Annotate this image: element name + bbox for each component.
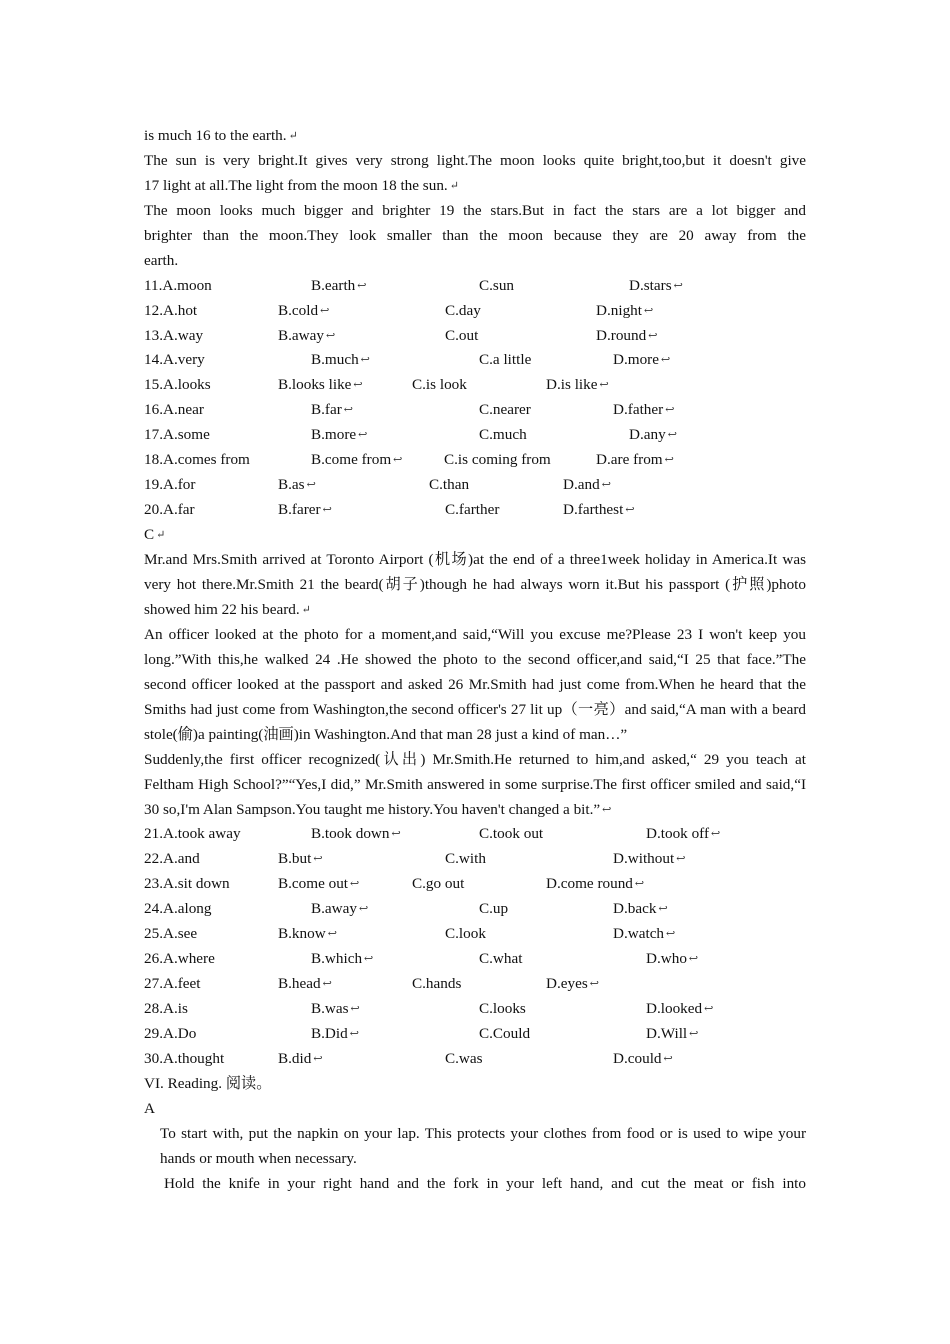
option-row [144,498,806,523]
option-a: 30.A.thought [144,1049,225,1067]
link-mark-icon: ↩ [648,329,658,342]
link-mark-icon: ↩ [599,379,609,392]
option-row [144,274,806,299]
option-b: B.know ↩ [278,922,337,947]
option-c: C.farther [445,501,500,519]
link-mark-icon: ↩ [360,354,370,367]
option-c: C.sun [479,276,515,294]
option-b: B.earth ↩ [311,274,367,299]
option-c: C.was [445,1049,483,1067]
link-mark-icon: ↩ [644,304,654,317]
paragraph-mark-icon: ↵ [301,603,311,616]
option-row [144,1022,806,1047]
option-b: B.took down ↩ [311,822,401,847]
option-b: B.looks like ↩ [278,373,363,398]
link-mark-icon: ↩ [658,903,668,916]
option-d: D.watch ↩ [613,922,675,947]
link-mark-icon: ↩ [666,928,676,941]
option-d: D.come round ↩ [546,872,644,897]
option-d: D.took off ↩ [646,822,720,847]
option-d: D.round ↩ [596,324,657,349]
option-row [144,324,806,349]
option-b: B.cold ↩ [278,299,329,324]
option-a: 18.A.comes from [144,451,250,469]
option-d: D.is like ↩ [546,373,609,398]
option-row [144,423,806,448]
option-b: B.as ↩ [278,473,316,498]
link-mark-icon: ↩ [664,454,674,467]
option-c: C.much [479,426,527,444]
link-mark-icon: ↩ [325,329,336,342]
option-a: 17.A.some [144,426,210,444]
option-c: C.look [445,925,486,943]
option-a: 24.A.along [144,900,212,918]
option-a: 29.A.Do [144,1024,197,1042]
link-mark-icon: ↩ [391,828,401,841]
option-row [144,473,806,498]
option-row [144,972,806,997]
option-c: C.go out [412,875,465,893]
paragraph-mark-icon: ↵ [449,179,459,192]
link-mark-icon: ↩ [306,479,316,492]
text-line: earth. [144,251,179,269]
option-b: B.far ↩ [311,398,353,423]
option-a: 11.A.moon [144,276,212,294]
option-row [144,398,806,423]
option-c: C.is coming from [444,451,551,469]
section-heading: VI. Reading. 阅读。 [144,1074,272,1092]
option-row [144,822,806,847]
link-mark-icon: ↩ [322,504,332,517]
options-c [144,822,806,1071]
option-row [144,1047,806,1072]
option-row [144,922,806,947]
paragraph-mark-icon: ↵ [156,529,166,542]
option-a: 16.A.near [144,401,204,419]
paragraph: An officer looked at the photo for a moment,and said,“Will you excuse me?Please 23 I won't keep you long.”With this,he walked 24 .He showed the photo to the second officer,and said,“I 25 that face.”The second officer looked at the passport and asked 26 Mr.Smith had just come from.When he heard that the Smiths had just come from Washington,the second officer's 27 lit up（一亮）and said,“A man with a beard stole(偷)a painting(油画)in Washington.And that man 28 just a kind of man…” [144,625,806,743]
option-c: C.with [445,850,486,868]
option-d: D.Will ↩ [646,1022,698,1047]
link-mark-icon: ↩ [358,903,369,916]
option-c: C.Could [479,1024,531,1042]
option-row [144,997,806,1022]
paragraph: Hold the knife in your right hand and the fork in your left hand, and cut the meat or fish into [164,1174,806,1192]
option-d: D.looked ↩ [646,997,713,1022]
link-mark-icon: ↩ [350,1003,360,1016]
section-vi [144,1072,806,1197]
option-a: 15.A.looks [144,376,211,394]
option-a: 28.A.is [144,1000,188,1018]
link-mark-icon: ↩ [689,1027,699,1040]
option-d: D.more ↩ [613,348,670,373]
option-a: 20.A.far [144,501,195,519]
text-line: 17 light at all.The light from the moon 18 the sun. ↵ [144,174,806,199]
option-row [144,448,806,473]
option-b: B.more ↩ [311,423,367,448]
link-mark-icon: ↩ [663,1052,673,1065]
link-mark-icon: ↩ [350,878,360,891]
option-d: D.could ↩ [613,1047,673,1072]
link-mark-icon: ↩ [601,479,611,492]
option-b: B.come out ↩ [278,872,359,897]
option-a: 21.A.took away [144,825,241,843]
option-c: C.nearer [479,401,531,419]
option-b: B.head ↩ [278,972,332,997]
link-mark-icon: ↩ [364,953,374,966]
option-d: D.are from ↩ [596,448,674,473]
document-page [144,124,806,1197]
link-mark-icon: ↩ [393,454,403,467]
option-c: C.hands [412,975,462,993]
option-b: B.away ↩ [311,897,368,922]
option-a: 12.A.hot [144,301,198,319]
paragraph: To start with, put the napkin on your lap. This protects your clothes from food or is used to wipe your hands or mouth when necessary. [160,1124,806,1167]
link-mark-icon: ↩ [634,878,645,891]
link-mark-icon: ↩ [313,1052,323,1065]
link-mark-icon: ↩ [688,953,699,966]
link-mark-icon: ↩ [667,429,677,442]
option-c: C.up [479,900,509,918]
text-line: brighter than the moon.They look smaller than the moon because they are 20 away from the [144,226,806,244]
paragraph: Suddenly,the first officer recognized(认出) Mr.Smith.He returned to him,and asked,“ 29 you teach at Feltham High School?”“Yes,I did,” Mr.Smith answered in some surprise.The first officer smiled and said,“I 30 so,I'm Alan Sampson.You taught me history.You haven't changed a bit.” ↩ [144,748,806,823]
option-d: D.any ↩ [629,423,677,448]
link-mark-icon: ↩ [322,978,332,991]
option-row [144,847,806,872]
option-b: B.which ↩ [311,947,373,972]
option-d: D.back ↩ [613,897,668,922]
link-mark-icon: ↩ [625,504,635,517]
option-a: 23.A.sit down [144,875,230,893]
link-mark-icon: ↩ [676,853,686,866]
option-d: D.eyes ↩ [546,972,599,997]
option-a: 19.A.for [144,476,196,494]
section-heading: C ↵ [144,523,806,548]
option-row [144,373,806,398]
text-line: is much 16 to the earth. ↵ [144,124,806,149]
link-mark-icon: ↩ [343,404,354,417]
link-mark-icon: ↩ [660,354,671,367]
link-mark-icon: ↩ [327,928,337,941]
option-c: C.a little [479,351,532,369]
option-a: 25.A.see [144,925,198,943]
option-d: D.stars ↩ [629,274,683,299]
option-b: B.come from ↩ [311,448,402,473]
paragraph: Mr.and Mrs.Smith arrived at Toronto Airport (机场)at the end of a three1week holiday in America.It was very hot there.Mr.Smith 21 the beard(胡子)though he had always worn it.But his passport (护照)photo showed him 22 his beard. ↵ [144,548,806,623]
link-mark-icon: ↩ [589,978,599,991]
option-c: C.what [479,950,523,968]
option-d: D.without ↩ [613,847,685,872]
option-c: C.day [445,301,481,319]
option-d: D.and ↩ [563,473,611,498]
option-a: 22.A.and [144,850,200,868]
option-c: C.took out [479,825,544,843]
link-mark-icon: ↩ [673,279,683,292]
sub-heading: A [144,1099,155,1117]
link-mark-icon: ↩ [704,1003,714,1016]
link-mark-icon: ↩ [320,304,330,317]
option-c: C.looks [479,1000,526,1018]
option-c: C.than [429,476,470,494]
option-a: 14.A.very [144,351,205,369]
option-c: C.out [445,326,479,344]
option-c: C.is look [412,376,467,394]
text-line: The moon looks much bigger and brighter 19 the stars.But in fact the stars are a lot bigger and [144,201,806,219]
option-d: D.who ↩ [646,947,698,972]
option-b: B.much ↩ [311,348,370,373]
option-b: B.did ↩ [278,1047,323,1072]
text-line: The sun is very bright.It gives very strong light.The moon looks quite bright,too,but it doesn't give [144,151,806,169]
option-row [144,872,806,897]
link-mark-icon: ↩ [353,379,363,392]
options-b [144,274,806,523]
link-mark-icon: ↩ [349,1027,359,1040]
option-b: B.but ↩ [278,847,323,872]
option-a: 27.A.feet [144,975,201,993]
passage-b [144,124,806,274]
option-a: 26.A.where [144,950,215,968]
link-mark-icon: ↩ [665,404,675,417]
option-b: B.farer ↩ [278,498,332,523]
option-b: B.Did ↩ [311,1022,359,1047]
option-b: B.away ↩ [278,324,335,349]
link-mark-icon: ↩ [602,803,612,816]
paragraph-mark-icon: ↵ [288,130,298,142]
link-mark-icon: ↩ [711,828,721,841]
link-mark-icon: ↩ [358,429,368,442]
link-mark-icon: ↩ [357,279,367,292]
option-row [144,947,806,972]
option-d: D.night ↩ [596,299,653,324]
link-mark-icon: ↩ [313,853,323,866]
option-row [144,348,806,373]
option-b: B.was ↩ [311,997,360,1022]
option-row [144,897,806,922]
option-row [144,299,806,324]
option-d: D.father ↩ [613,398,674,423]
passage-c [144,523,806,822]
option-d: D.farthest ↩ [563,498,635,523]
option-a: 13.A.way [144,326,204,344]
